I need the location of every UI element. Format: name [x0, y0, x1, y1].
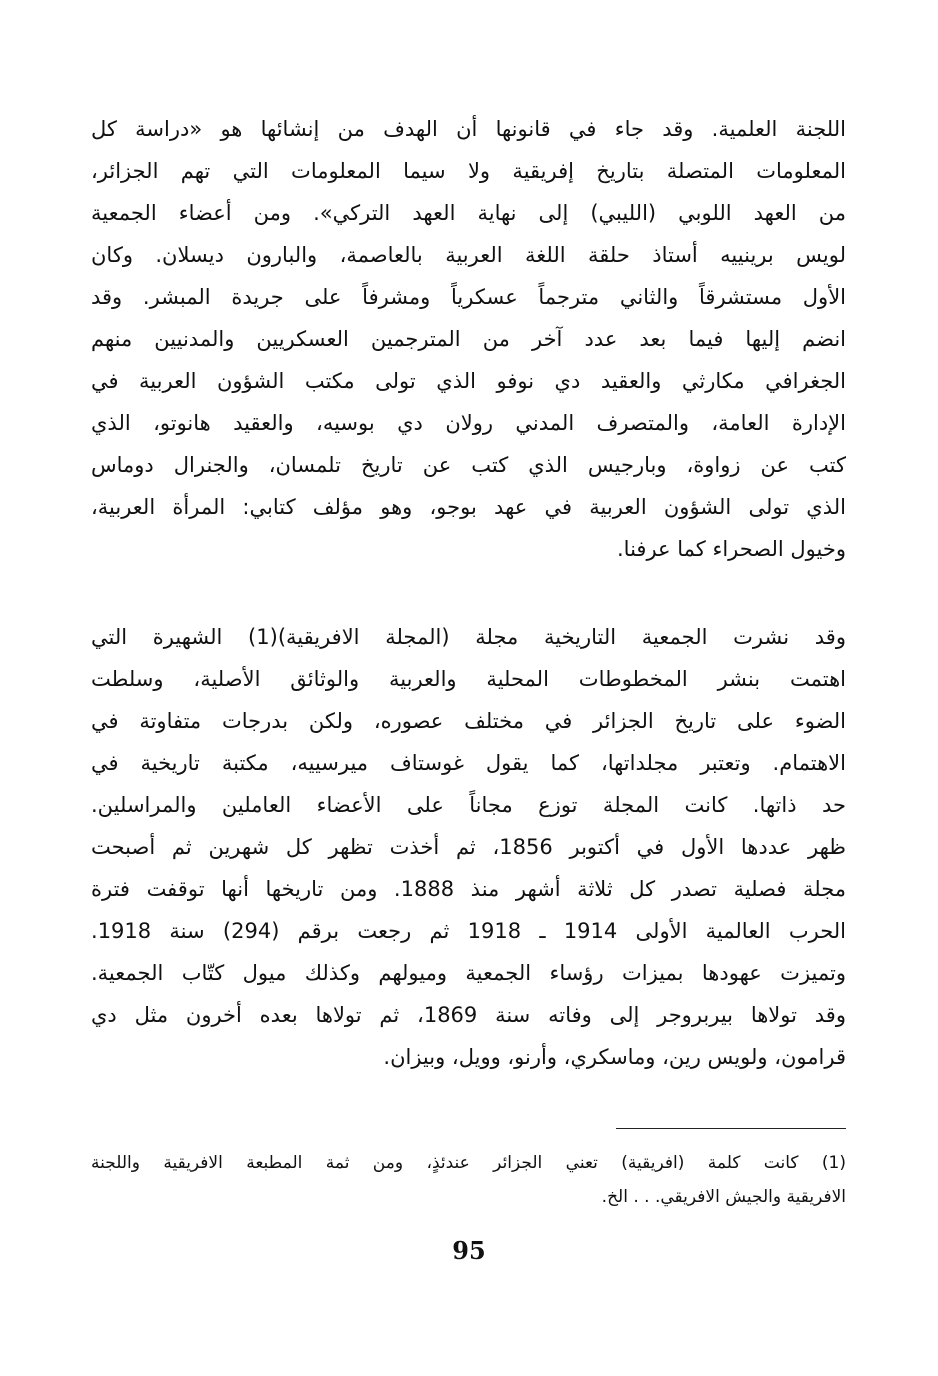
text-line: كتب عن زواوة، وبارجيس الذي كتب عن تاريخ تلمسان، والجنرال دوماس: [91, 453, 846, 477]
text-line: الأول مستشرقاً والثاني مترجماً عسكرياً ومشرفاً على جريدة المبشر. وقد: [91, 285, 846, 309]
text-line: الإدارة العامة، والمتصرف المدني رولان دي بوسيه، والعقيد هانوتو، الذي: [91, 411, 846, 435]
page-number: 95: [452, 1236, 486, 1265]
text-line: اللجنة العلمية. وقد جاء في قانونها أن الهدف من إنشائها هو «دراسة كل: [91, 117, 846, 141]
text-line: وخيول الصحراء كما عرفنا.: [617, 537, 846, 561]
text-line: الحرب العالمية الأولى 1914 ـ 1918 ثم رجعت برقم (294) سنة 1918.: [91, 919, 846, 943]
text-line: مجلة فصلية تصدر كل ثلاثة أشهر منذ 1888. ومن تاريخها أنها توقفت فترة: [91, 877, 846, 901]
text-line: الذي تولى الشؤون العربية في عهد بوجو، وهو مؤلف كتابي: المرأة العربية،: [91, 495, 846, 519]
text-line: الضوء على تاريخ الجزائر في مختلف عصوره، ولكن بدرجات متفاوتة في: [91, 709, 846, 733]
text-line: اهتمت بنشر المخطوطات المحلية والعربية والوثائق الأصلية، وسلطت: [91, 667, 846, 691]
text-line: انضم إليها فيما بعد عدد آخر من المترجمين العسكريين والمدنيين منهم: [91, 327, 846, 351]
paragraph-1: [91, 108, 846, 570]
text-line: قرامون، ولويس رين، وماسكري، وأرنو، وويل، وبيزان.: [383, 1045, 846, 1069]
footnote-line: (1) كانت كلمة (افريقية) تعني الجزائر عندئذٍ، ومن ثمة المطبعة الافريقية واللجنة: [91, 1153, 846, 1173]
paragraph-2: [91, 616, 846, 1078]
text-line: من العهد اللوبي (الليبي) إلى نهاية العهد التركي». ومن أعضاء الجمعية: [91, 201, 846, 225]
text-line: حد ذاتها. كانت المجلة توزع مجاناً على الأعضاء العاملين والمراسلين.: [91, 793, 846, 817]
text-line: الجغرافي مكارثي والعقيد دي نوفو الذي تولى مكتب الشؤون العربية في: [91, 369, 846, 393]
text-line: المعلومات المتصلة بتاريخ إفريقية ولا سيما المعلومات التي تهم الجزائر،: [91, 159, 846, 183]
text-line: الاهتمام. وتعتبر مجلداتها، كما يقول غوستاف ميرسييه، مكتبة تاريخية في: [91, 751, 846, 775]
text-line: ظهر عددها الأول في أكتوبر 1856، ثم أخذت تظهر كل شهرين ثم أصبحت: [91, 835, 846, 859]
text-line: وقد نشرت الجمعية التاريخية مجلة (المجلة الافريقية)(1) الشهيرة التي: [91, 625, 846, 649]
footnote-line: الافريقية والجيش الافريقي. . . الخ.: [601, 1187, 846, 1207]
footnote: [91, 1146, 846, 1214]
footnote-divider: [616, 1128, 846, 1129]
text-line: وتميزت عهودها بميزات رؤساء الجمعية وميولهم وكذلك ميول كتّاب الجمعية.: [91, 961, 846, 985]
text-line: وقد تولاها بيربروجر إلى وفاته سنة 1869، ثم تولاها بعده أخرون مثل دي: [91, 1003, 846, 1027]
text-line: لويس برينييه أستاذ حلقة اللغة العربية بالعاصمة، والبارون ديسلان. وكان: [91, 243, 846, 267]
